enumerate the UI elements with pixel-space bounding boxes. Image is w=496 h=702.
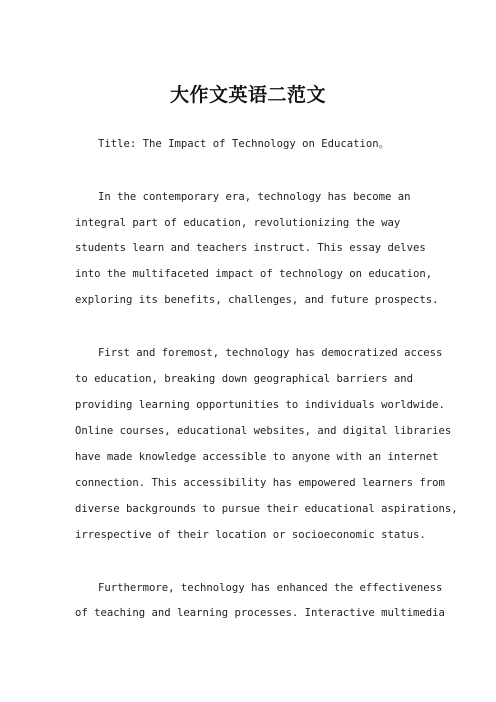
paragraph-1-line-4: into the multifaceted impact of technology on education, (75, 268, 433, 280)
paragraph-1-line-1: In the contemporary era, technology has become an (98, 191, 411, 203)
paragraph-1-line-3: students learn and teachers instruct. This essay delves (75, 242, 426, 254)
paragraph-1-line-2: integral part of education, revolutionizing the way (75, 217, 401, 229)
paragraph-2-line-2: to education, breaking down geographical barriers and (75, 373, 414, 385)
paragraph-2-line-4: Online courses, educational websites, and digital libraries (75, 425, 452, 437)
paragraph-2-line-3: providing learning opportunities to individuals worldwide. (75, 399, 445, 411)
paragraph-3-line-1: Furthermore, technology has enhanced the effectiveness (98, 582, 443, 594)
paragraph-2-line-6: connection. This accessibility has empowered learners from (75, 477, 445, 489)
paragraph-1-line-5: exploring its benefits, challenges, and future prospects. (75, 294, 439, 306)
paragraph-3-line-2: of teaching and learning processes. Interactive multimedia (75, 607, 445, 619)
paragraph-2-line-7: diverse backgrounds to pursue their educational aspirations, (75, 503, 458, 515)
paragraph-2-line-5: have made knowledge accessible to anyone with an internet (75, 451, 439, 463)
essay-title-line: Title: The Impact of Technology on Education。 (98, 138, 390, 150)
paragraph-2-line-8: irrespective of their location or socioeconomic status. (75, 529, 426, 541)
paragraph-2-line-1: First and foremost, technology has democratized access (98, 347, 443, 359)
document-heading: 大作文英语二范文 (169, 84, 326, 106)
